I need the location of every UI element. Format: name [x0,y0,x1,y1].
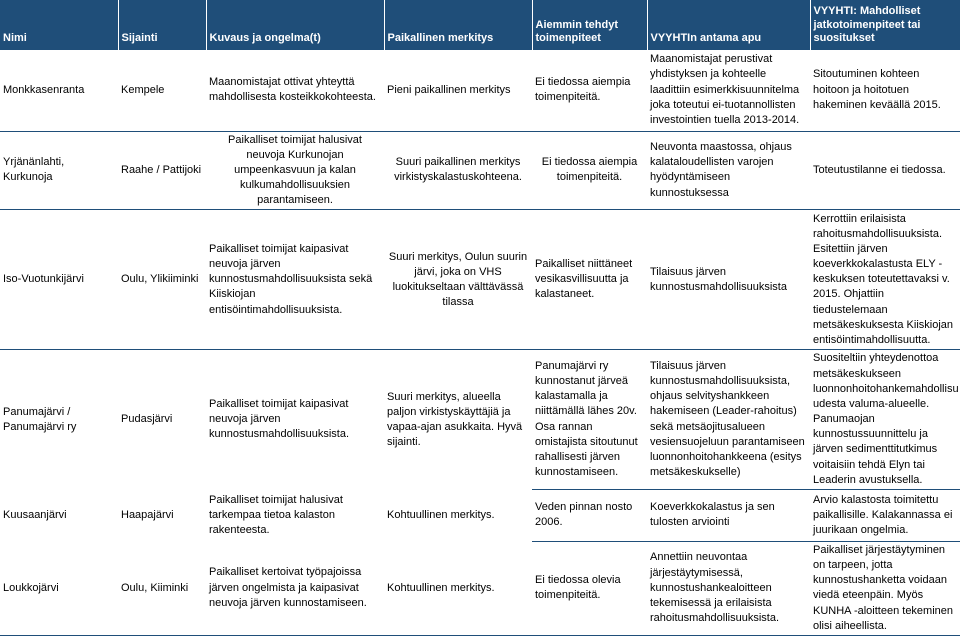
cell-location: Haapajärvi [121,508,174,521]
cell-previous-actions: Veden pinnan nosto 2006. [532,489,647,541]
cell-name: Monkkasenranta [0,50,118,131]
cell-vyyhti-help: Tilaisuus järven kunnostusmahdollisuuksista, ohjaus selvityshankkeen hakemiseen (Leader-rahoitus) sekä metsäojitusalueen vesiensuojeluun parantamiseen luonnonhoitohankkeena (esitys metsäkeskukselle) [647,350,810,490]
cell-vyyhti-help: Neuvonta maastossa, ohjaus kalataloudellisten varojen hyödyntämiseen kunnostuksessa [647,131,810,210]
cell-location: Oulu, Kiiminki [118,541,206,635]
cell-location: Kempele [118,50,206,131]
cell-vyyhti-help: Annettiin neuvontaa järjestäytymisessä, kunnostushankealoitteen tekemisessä ja erilaisista rahoitusmahdollisuuksista. [647,541,810,635]
cell-further-actions: Kerrottiin erilaisista rahoitusmahdollisuuksista. Esitettiin järven koeverkkokalastusta ELY -keskuksen toteutettavaksi v. 2015. Ohjattiin tiedustelemaan metsäkeskuksesta Kiiskiojan entisöintimahdollisuutta. [810,210,960,350]
cell-vyyhti-help: Maanomistajat perustivat yhdistyksen ja kohteelle laadittiin esimerkkisuunnitelma joka toteutui ei-tuotannollisten investointien tuella 2013-2014. [647,50,810,131]
header-description: Kuvaus ja ongelma(t) [206,0,384,50]
cell-previous-actions: Paikalliset niittäneet vesikasvillisuutta ja kalastaneet. [532,210,647,350]
header-name: Nimi [0,0,118,50]
cell-further-actions: Suositeltiin yhteydenottoa metsäkeskukseen luonnonhoitohankemahdollisu udesta valuma-alueelle. Panumaojan kunnostussuunnittelu ja järven sedimenttitutkimus voitaisiin tehdä Elyn tai Leaderin avustuksella. [810,350,960,490]
header-local-importance: Paikallinen merkitys [384,0,532,50]
header-previous-actions: Aiemmin tehdyt toimenpiteet [532,0,647,50]
cell-description: Paikalliset toimijat halusivat neuvoja Kurkunojan umpeenkasvuun ja kalan kulkumahdollisuuksien parantamiseen. [206,131,384,210]
cell-further-actions: Paikalliset järjestäytyminen on tarpeen, jotta kunnostushanketta voidaan viedä eteenpäin. Myös KUNHA -aloitteen tekeminen olisi aiheellista. [810,541,960,635]
header-vyyhti-help: VYYHTIn antama apu [647,0,810,50]
cell-previous-actions: Ei tiedossa olevia toimenpiteitä. [532,541,647,635]
cell-further-actions: Toteutustilanne ei tiedossa. [810,131,960,210]
cell-description: Maanomistajat ottivat yhteyttä mahdollisesta kosteikkokohteesta. [206,50,384,131]
cell-location: Oulu, Ylikiiminki [118,210,206,350]
table-row [0,210,960,350]
cell-name: Iso-Vuotunkijärvi [0,210,118,350]
cell-name: Panumajärvi / Panumajärvi ry [3,405,77,433]
cell-vyyhti-help: Tilaisuus järven kunnostusmahdollisuuksista [647,210,810,350]
cell-description: Paikalliset toimijat kaipasivat neuvoja järven kunnostusmahdollisuuksista sekä Kiiskiojan entisöintimahdollisuuksista. [206,210,384,350]
cell-local-importance: Suuri paikallinen merkitys virkistyskalastuskohteena. [384,131,532,210]
cell-further-actions: Arvio kalastosta toimitettu paikallisille. Kalakannassa ei juurikaan ongelmia. [810,489,960,541]
cell-further-actions: Sitoutuminen kohteen hoitoon ja hoitotuen hakeminen keväällä 2015. [810,50,960,131]
cell-previous-actions: Ei tiedossa aiempia toimenpiteitä. [532,131,647,210]
cell-location: Pudasjärvi [121,413,173,426]
cell-previous-actions: Ei tiedossa aiempia toimenpiteitä. [532,50,647,131]
cell-description: Paikalliset toimijat kaipasivat neuvoja järven kunnostusmahdollisuuksista. [209,398,350,441]
cell-description: Paikalliset toimijat halusivat tarkempaa tietoa kalaston rakenteesta. [209,493,343,536]
table-row [0,131,960,210]
cell-previous-actions: Panumajärvi ry kunnostanut järveä kalastamalla ja niittämällä lähes 20v. Osa rannan omistajista sitoutunut rahallisesti järven kunnostamiseen. [532,350,647,490]
cell-vyyhti-help: Koeverkkokalastus ja sen tulosten arviointi [647,489,810,541]
cell-name: Yrjänänlahti, Kurkunoja [0,131,118,210]
table-row [0,50,960,131]
cell-description: Paikalliset kertoivat työpajoissa järven ongelmista ja kaipasivat neuvoja järven kunnostamiseen. [206,541,384,635]
table-row [0,350,960,490]
cell-name: Loukkojärvi [0,541,118,635]
cell-location: Raahe / Pattijoki [118,131,206,210]
table-row [0,541,960,635]
cell-name: Kuusaanjärvi [3,508,67,521]
table-row [0,489,960,541]
cell-local-importance: Pieni paikallinen merkitys [384,50,532,131]
cell-local-importance: Kohtuullinen merkitys. [387,508,495,521]
header-row [0,0,960,50]
header-further-actions: VYYHTI: Mahdolliset jatkotoimenpiteet tai suositukset [810,0,960,50]
cell-local-importance: Suuri merkitys, alueella paljon virkistyskäyttäjiä ja vapaa-ajan asukkaita. Hyvä sijainti. [387,390,523,449]
cell-local-importance: Suuri merkitys, Oulun suurin järvi, joka on VHS luokitukseltaan välttävässä tilassa [384,210,532,350]
header-location: Sijainti [118,0,206,50]
cell-local-importance: Kohtuullinen merkitys. [384,541,532,635]
